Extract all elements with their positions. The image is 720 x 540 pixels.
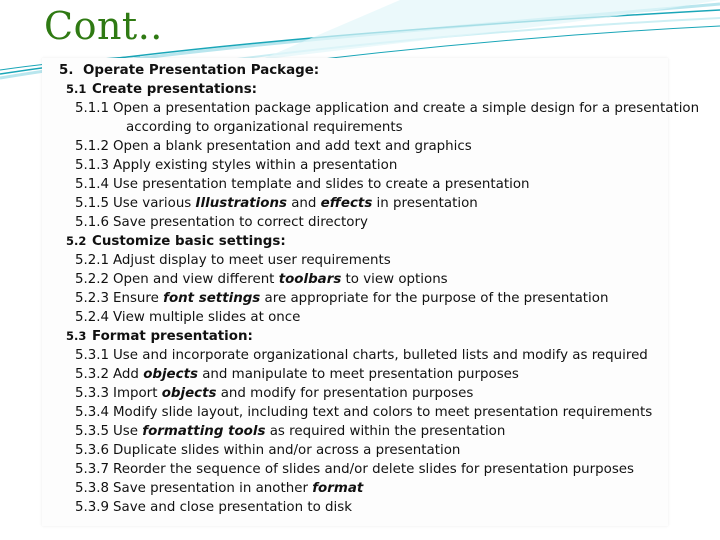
item-number: 5.2.2 [75, 272, 110, 287]
emphasis: font settings [163, 291, 261, 306]
emphasis: objects [143, 367, 198, 382]
item-text: according to organizational requirements [126, 120, 403, 135]
item-text: Save presentation to correct directory [113, 215, 368, 230]
item-number: 5.3.6 [75, 443, 110, 458]
subsection-heading [42, 80, 668, 99]
item-text: Open and view different toolbars to view options [113, 272, 448, 287]
item-text: Open a presentation package application and create a simple design for a presentation [113, 101, 700, 116]
list-item [42, 479, 668, 498]
item-number: 5.3.8 [75, 481, 110, 496]
item-number: 5.1.5 [75, 196, 110, 211]
item-number: 5.1.1 [75, 101, 110, 116]
emphasis: effects [320, 196, 373, 211]
emphasis: format [312, 481, 364, 496]
item-text: Duplicate slides within and/or across a presentation [113, 443, 461, 458]
item-number: 5.3.9 [75, 500, 110, 515]
list-item [42, 498, 668, 517]
section-title: Operate Presentation Package: [83, 63, 320, 78]
item-text: Apply existing styles within a presentation [113, 158, 398, 173]
item-number: 5.3.5 [75, 424, 110, 439]
list-item [42, 213, 668, 232]
subsection-title: Format presentation: [92, 329, 253, 344]
list-item [42, 308, 668, 327]
list-item-continuation [42, 118, 668, 137]
item-text: Ensure font settings are appropriate for the purpose of the presentation [113, 291, 609, 306]
emphasis: toolbars [278, 272, 342, 287]
list-item [42, 346, 668, 365]
subsection-number: 5.3 [66, 329, 87, 343]
item-text: Adjust display to meet user requirements [113, 253, 391, 268]
item-text: Open a blank presentation and add text and graphics [113, 139, 472, 154]
list-item [42, 384, 668, 403]
item-number: 5.3.3 [75, 386, 110, 401]
subsection-heading [42, 327, 668, 346]
subsection-heading [42, 232, 668, 251]
list-item [42, 270, 668, 289]
item-text: View multiple slides at once [113, 310, 301, 325]
list-item [42, 156, 668, 175]
section-number: 5. [59, 63, 74, 78]
content-panel [42, 58, 700, 526]
slide-title: Cont.. [44, 4, 163, 48]
list-item [42, 194, 668, 213]
item-number: 5.1.6 [75, 215, 110, 230]
item-text: Save presentation in another format [113, 481, 364, 496]
item-text: Use various Illustrations and effects in presentation [113, 196, 478, 211]
list-item [42, 99, 700, 118]
list-item [42, 460, 668, 479]
list-item [42, 422, 668, 441]
section-heading [42, 61, 668, 80]
subsection-number: 5.1 [66, 82, 87, 96]
subsection-title: Customize basic settings: [92, 234, 286, 249]
item-text: Reorder the sequence of slides and/or delete slides for presentation purposes [113, 462, 635, 477]
item-number: 5.3.1 [75, 348, 110, 363]
item-number: 5.2.3 [75, 291, 110, 306]
list-item [42, 441, 668, 460]
list-item [42, 175, 668, 194]
item-number: 5.3.7 [75, 462, 110, 477]
item-number: 5.1.4 [75, 177, 110, 192]
item-text: Import objects and modify for presentation purposes [113, 386, 474, 401]
emphasis: objects [161, 386, 217, 401]
item-text: Save and close presentation to disk [113, 500, 352, 515]
emphasis: formatting tools [142, 424, 266, 439]
subsection-title: Create presentations: [92, 82, 258, 97]
item-text: Add objects and manipulate to meet presentation purposes [113, 367, 519, 382]
item-text: Use presentation template and slides to create a presentation [113, 177, 530, 192]
emphasis: Illustrations [195, 196, 287, 211]
list-item [42, 365, 668, 384]
list-item [42, 251, 668, 270]
item-text: Modify slide layout, including text and colors to meet presentation requirements [113, 405, 653, 420]
item-number: 5.2.4 [75, 310, 110, 325]
item-number: 5.3.2 [75, 367, 110, 382]
list-item [42, 137, 668, 156]
item-text: Use formatting tools as required within the presentation [113, 424, 506, 439]
item-text: Use and incorporate organizational charts, bulleted lists and modify as required [113, 348, 648, 363]
list-item [42, 289, 668, 308]
item-number: 5.1.2 [75, 139, 110, 154]
list-item [42, 403, 668, 422]
item-number: 5.2.1 [75, 253, 110, 268]
item-number: 5.1.3 [75, 158, 110, 173]
item-number: 5.3.4 [75, 405, 110, 420]
subsection-number: 5.2 [66, 234, 87, 248]
